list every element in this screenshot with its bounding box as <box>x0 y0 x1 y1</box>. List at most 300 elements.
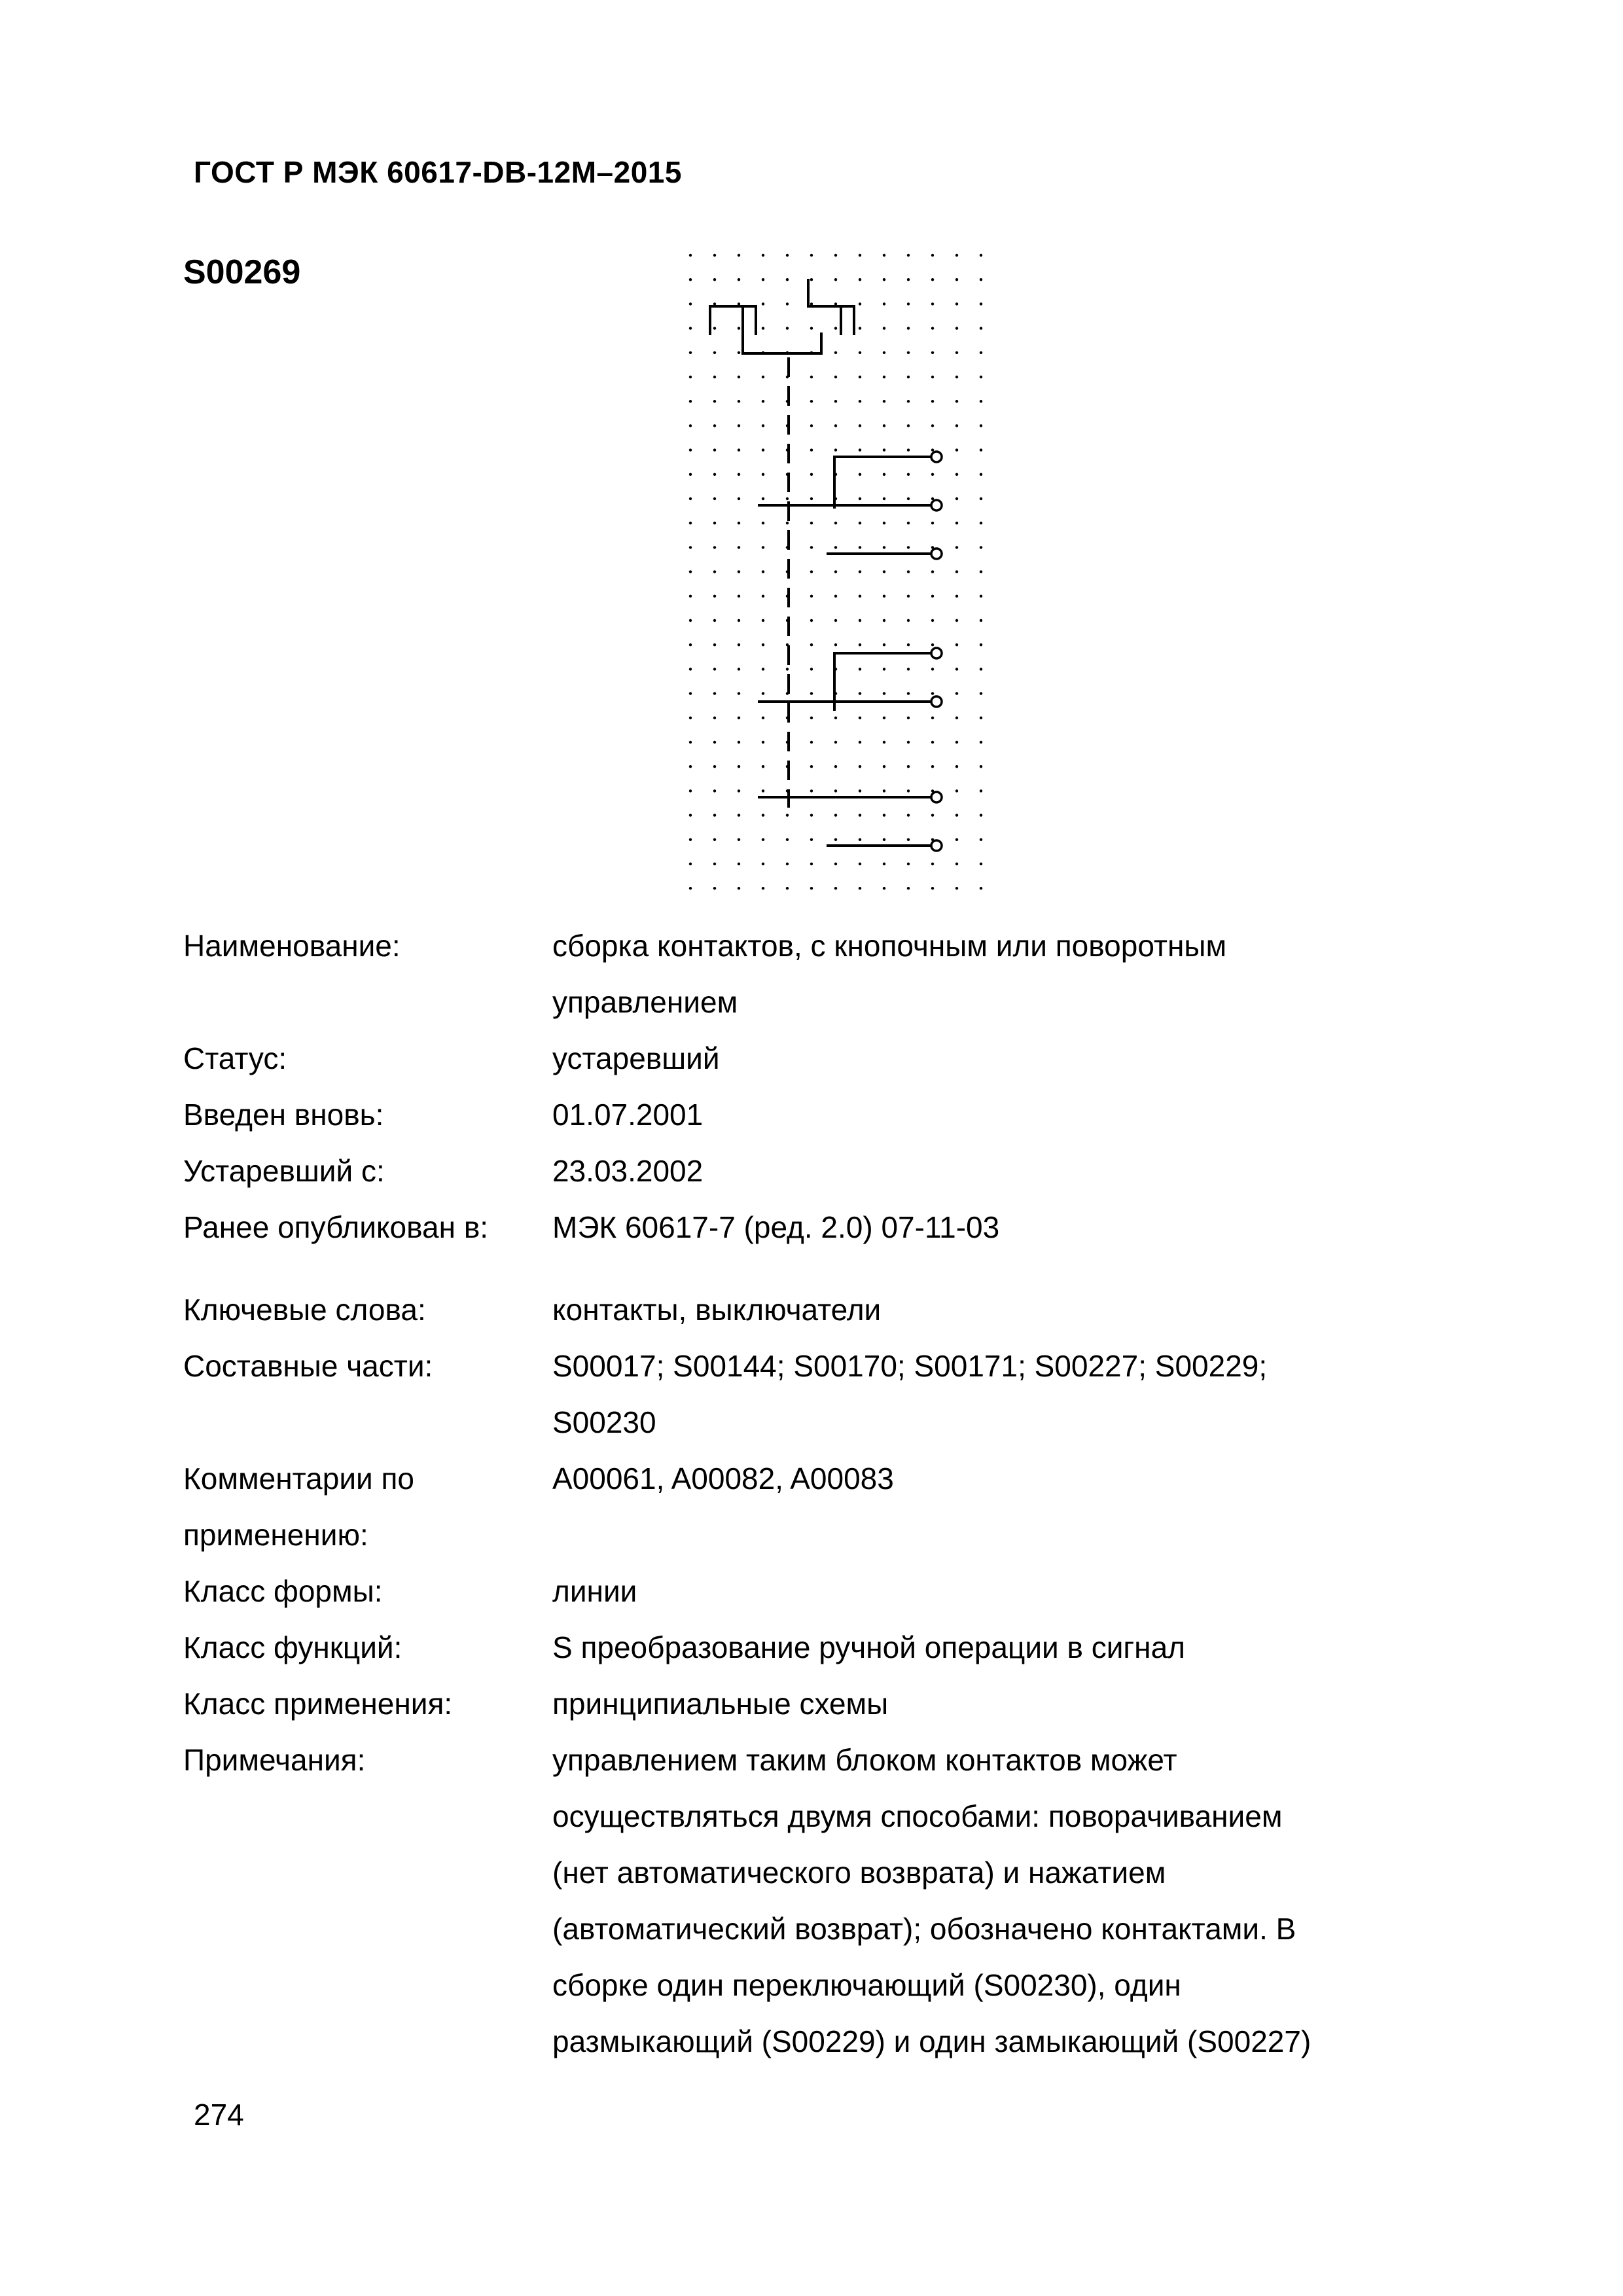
grid-dot <box>738 595 740 598</box>
grid-dot <box>955 789 958 792</box>
grid-dot <box>980 570 982 573</box>
property-value-line: линии <box>552 1574 637 1608</box>
grid-dot <box>810 424 813 427</box>
grid-dot <box>810 448 813 451</box>
grid-dot <box>907 302 910 305</box>
grid-dot <box>738 278 740 281</box>
grid-dot <box>907 668 910 670</box>
grid-dot <box>762 400 764 403</box>
grid-dot <box>786 254 789 257</box>
grid-dot <box>980 546 982 548</box>
property-value <box>552 1732 1459 2070</box>
grid-dot <box>859 765 861 768</box>
grid-dot <box>834 254 837 257</box>
grid-dot <box>883 278 885 281</box>
grid-dot <box>859 814 861 816</box>
property-row <box>183 1450 1459 1563</box>
grid-dot <box>689 473 692 476</box>
grid-dot <box>883 570 885 573</box>
grid-dot <box>907 424 910 427</box>
grid-dot <box>980 327 982 329</box>
grid-dot <box>689 424 692 427</box>
grid-dot <box>762 254 764 257</box>
grid-dot <box>883 838 885 841</box>
grid-dot <box>859 863 861 865</box>
grid-dot <box>883 692 885 694</box>
grid-dot <box>859 497 861 500</box>
property-label-line: Примечания: <box>183 1743 366 1777</box>
property-label <box>183 1143 552 1199</box>
grid-dot <box>834 838 837 841</box>
grid-dot <box>810 814 813 816</box>
property-row <box>183 1563 1459 1619</box>
grid-dot <box>713 351 716 354</box>
grid-dot <box>955 814 958 816</box>
grid-dot <box>980 473 982 476</box>
property-row <box>183 1143 1459 1199</box>
property-row <box>183 1086 1459 1143</box>
grid-dot <box>980 887 982 889</box>
grid-dot <box>859 546 861 548</box>
property-row <box>183 1676 1459 1732</box>
grid-dot <box>834 741 837 744</box>
grid-dot <box>980 376 982 378</box>
grid-dot <box>931 595 934 598</box>
grid-dot <box>738 765 740 768</box>
grid-dot <box>738 302 740 305</box>
property-label-line: Класс применения: <box>183 1687 453 1721</box>
grid-dot <box>689 619 692 622</box>
grid-dot <box>834 643 837 646</box>
grid-dot <box>713 278 716 281</box>
property-value-line: S преобразование ручной операции в сигнал <box>552 1630 1186 1664</box>
grid-dot <box>834 887 837 889</box>
property-label-line: Введен вновь: <box>183 1098 384 1132</box>
property-value-line: размыкающий (S00229) и один замыкающий (S00227) <box>552 2024 1311 2058</box>
symbol-id: S00269 <box>183 253 301 291</box>
grid-dot <box>980 302 982 305</box>
grid-dot <box>980 838 982 841</box>
grid-dot <box>689 497 692 500</box>
property-row <box>183 1199 1459 1255</box>
grid-dot <box>931 327 934 329</box>
grid-dot <box>883 668 885 670</box>
grid-dot <box>883 448 885 451</box>
grid-dot <box>738 643 740 646</box>
grid-dot <box>955 302 958 305</box>
grid-dot <box>738 570 740 573</box>
grid-dot <box>859 619 861 622</box>
grid-dot <box>762 424 764 427</box>
grid-dot <box>931 814 934 816</box>
grid-dot <box>980 741 982 744</box>
grid-dot <box>883 302 885 305</box>
grid-dot <box>713 595 716 598</box>
grid-dot <box>955 838 958 841</box>
property-value-line: сборке один переключающий (S00230), один <box>552 1968 1181 2002</box>
grid-dot <box>883 595 885 598</box>
property-value-line: управлением таким блоком контактов может <box>552 1743 1177 1777</box>
grid-dot <box>883 814 885 816</box>
grid-dot <box>980 765 982 768</box>
property-label-line: Устаревший с: <box>183 1154 385 1188</box>
grid-dot <box>713 570 716 573</box>
grid-dot <box>834 448 837 451</box>
grid-dot <box>907 400 910 403</box>
grid-dot <box>931 351 934 354</box>
property-value <box>552 918 1459 1030</box>
grid-dot <box>955 570 958 573</box>
grid-dot <box>834 278 837 281</box>
grid-dot <box>834 765 837 768</box>
grid-dot <box>762 522 764 524</box>
grid-dot <box>810 692 813 694</box>
grid-dot <box>883 327 885 329</box>
grid-dot <box>859 400 861 403</box>
property-label <box>183 1086 552 1143</box>
grid-dot <box>810 717 813 719</box>
grid-dot <box>810 668 813 670</box>
grid-dot <box>786 302 789 305</box>
property-value <box>552 1676 1459 1732</box>
property-value <box>552 1030 1459 1086</box>
grid-dot <box>907 717 910 719</box>
grid-dot <box>810 278 813 281</box>
property-value-line: контакты, выключатели <box>552 1293 882 1327</box>
grid-dot <box>689 570 692 573</box>
grid-dot <box>955 351 958 354</box>
property-label <box>183 1676 552 1732</box>
symbol-lines <box>710 280 931 846</box>
grid-dot <box>955 765 958 768</box>
property-value <box>552 1143 1459 1199</box>
grid-dot <box>738 838 740 841</box>
grid-dot <box>980 717 982 719</box>
grid-dot <box>738 619 740 622</box>
property-row <box>183 1732 1459 2070</box>
grid-dot <box>931 254 934 257</box>
grid-dot <box>834 570 837 573</box>
grid-dot <box>834 619 837 622</box>
grid-dot <box>810 838 813 841</box>
grid-dot <box>689 887 692 889</box>
grid-dot <box>713 619 716 622</box>
grid-dot <box>907 278 910 281</box>
grid-dot <box>738 789 740 792</box>
grid-dot <box>689 643 692 646</box>
property-row <box>183 1338 1459 1450</box>
grid-dot <box>689 863 692 865</box>
property-value-line: сборка контактов, с кнопочным или поворотным <box>552 929 1227 963</box>
property-value-line: (нет автоматического возврата) и нажатием <box>552 1856 1166 1890</box>
grid-dot <box>907 473 910 476</box>
grid-dot <box>980 351 982 354</box>
grid-dot <box>955 254 958 257</box>
property-value <box>552 1086 1459 1143</box>
grid-dot <box>786 838 789 841</box>
grid-dot <box>738 717 740 719</box>
grid-dot <box>883 376 885 378</box>
property-row <box>183 1282 1459 1338</box>
grid-dot <box>713 400 716 403</box>
grid-dot <box>713 789 716 792</box>
grid-dot <box>955 668 958 670</box>
grid-dot <box>713 448 716 451</box>
grid-dot <box>713 376 716 378</box>
property-value-line: A00061, A00082, A00083 <box>552 1462 894 1496</box>
grid-dot <box>907 546 910 548</box>
grid-dot <box>810 619 813 622</box>
grid-dot <box>689 376 692 378</box>
grid-dot <box>931 424 934 427</box>
grid-dot <box>859 570 861 573</box>
grid-dot <box>762 887 764 889</box>
grid-dot <box>810 327 813 329</box>
grid-dot <box>762 863 764 865</box>
grid-dot <box>786 814 789 816</box>
grid-dot <box>883 741 885 744</box>
grid-dot <box>713 692 716 694</box>
grid-dot <box>834 400 837 403</box>
property-label-line: Наименование: <box>183 929 401 963</box>
grid-dot <box>980 522 982 524</box>
grid-dot <box>786 863 789 865</box>
grid-dot <box>859 717 861 719</box>
grid-dot <box>980 619 982 622</box>
property-value-line: 23.03.2002 <box>552 1154 704 1188</box>
grid-dot <box>931 302 934 305</box>
grid-dot <box>955 424 958 427</box>
grid-dot <box>980 424 982 427</box>
property-row <box>183 1619 1459 1676</box>
grid-dot <box>883 765 885 768</box>
grid-dot <box>883 546 885 548</box>
grid-dot <box>834 376 837 378</box>
grid-dot <box>713 327 716 329</box>
grid-dot <box>810 765 813 768</box>
grid-dot <box>859 473 861 476</box>
grid-dot <box>907 570 910 573</box>
grid-dot <box>738 668 740 670</box>
grid-dot <box>980 789 982 792</box>
grid-dot <box>713 424 716 427</box>
grid-dot <box>689 254 692 257</box>
grid-dot <box>689 327 692 329</box>
grid-dot <box>907 887 910 889</box>
grid-dot <box>980 863 982 865</box>
grid-dot <box>738 448 740 451</box>
grid-dot <box>955 887 958 889</box>
grid-dot <box>713 863 716 865</box>
grid-dot <box>762 595 764 598</box>
grid-dot <box>689 448 692 451</box>
grid-dot <box>689 717 692 719</box>
grid-dot <box>834 863 837 865</box>
property-value-line: устаревший <box>552 1041 720 1075</box>
grid-dot <box>738 692 740 694</box>
grid-dot <box>786 887 789 889</box>
property-value-line: принципиальные схемы <box>552 1687 889 1721</box>
property-value-line: S00017; S00144; S00170; S00171; S00227; S00229; <box>552 1349 1268 1383</box>
grid-dot <box>931 522 934 524</box>
property-label-line: применению: <box>183 1518 368 1552</box>
grid-dot <box>738 351 740 354</box>
grid-dot <box>859 327 861 329</box>
grid-dot <box>955 448 958 451</box>
grid-dot <box>762 838 764 841</box>
grid-dot <box>689 789 692 792</box>
property-value <box>552 1563 1459 1619</box>
contact-assembly-symbol-icon <box>674 249 1001 910</box>
grid-dot <box>931 717 934 719</box>
grid-dot <box>955 619 958 622</box>
grid-dot <box>883 643 885 646</box>
grid-dot <box>859 278 861 281</box>
grid-dot <box>738 863 740 865</box>
property-label-line: Комментарии по <box>183 1462 414 1496</box>
grid-dot <box>883 619 885 622</box>
grid-dot <box>810 595 813 598</box>
grid-dot <box>859 448 861 451</box>
grid-dot <box>883 863 885 865</box>
grid-dot <box>980 814 982 816</box>
grid-dot <box>689 838 692 841</box>
grid-dot <box>810 473 813 476</box>
grid-dot <box>980 278 982 281</box>
grid-dot <box>931 765 934 768</box>
property-value-line: 01.07.2001 <box>552 1098 704 1132</box>
grid-dot <box>907 376 910 378</box>
grid-dot <box>859 424 861 427</box>
grid-dot <box>810 302 813 305</box>
property-label-line: Ключевые слова: <box>183 1293 426 1327</box>
grid-dot <box>955 643 958 646</box>
grid-dot <box>689 741 692 744</box>
grid-dot <box>762 789 764 792</box>
grid-dot <box>762 376 764 378</box>
grid-dot <box>689 546 692 548</box>
grid-dot <box>834 595 837 598</box>
grid-dot <box>907 863 910 865</box>
grid-dot <box>907 448 910 451</box>
grid-dot <box>907 619 910 622</box>
grid-dot <box>907 838 910 841</box>
symbol-properties <box>183 918 1459 2070</box>
grid-dot <box>859 668 861 670</box>
grid-dot <box>762 692 764 694</box>
grid-dot <box>955 692 958 694</box>
property-label <box>183 1450 552 1563</box>
property-label <box>183 1030 552 1086</box>
grid-dot <box>834 546 837 548</box>
grid-dot <box>713 522 716 524</box>
grid-dot <box>907 497 910 500</box>
grid-dot <box>738 254 740 257</box>
grid-dot <box>980 595 982 598</box>
property-label-line: Класс формы: <box>183 1574 383 1608</box>
grid-dot <box>762 765 764 768</box>
property-value <box>552 1619 1459 1676</box>
grid-dot <box>907 522 910 524</box>
grid-dot <box>810 400 813 403</box>
grid-dot <box>689 765 692 768</box>
grid-dot <box>738 887 740 889</box>
grid-dot <box>689 668 692 670</box>
grid-dot <box>810 643 813 646</box>
grid-dot <box>738 376 740 378</box>
grid-dot <box>689 400 692 403</box>
grid-dot <box>883 351 885 354</box>
grid-dot <box>883 887 885 889</box>
grid-dot <box>931 448 934 451</box>
grid-dot <box>859 254 861 257</box>
grid-dot <box>955 546 958 548</box>
grid-dot <box>931 668 934 670</box>
grid-dot <box>980 668 982 670</box>
grid-dot <box>786 327 789 329</box>
grid-dot <box>713 546 716 548</box>
grid-dot <box>762 570 764 573</box>
grid-dot <box>931 619 934 622</box>
property-label-line: Ранее опубликован в: <box>183 1210 489 1244</box>
grid-dot <box>931 643 934 646</box>
grid-dot <box>931 887 934 889</box>
grid-dot <box>955 595 958 598</box>
grid-dot <box>980 692 982 694</box>
property-label-line: Класс функций: <box>183 1630 402 1664</box>
grid-dot <box>713 814 716 816</box>
grid-dot <box>980 254 982 257</box>
grid-dot <box>955 717 958 719</box>
grid-dot <box>955 473 958 476</box>
grid-dot <box>931 570 934 573</box>
grid-dot <box>980 643 982 646</box>
grid-dot <box>883 789 885 792</box>
grid-dot <box>762 741 764 744</box>
grid-dot <box>810 254 813 257</box>
grid-dot <box>762 546 764 548</box>
grid-dot <box>689 522 692 524</box>
property-label <box>183 1732 552 2070</box>
grid-dot <box>980 497 982 500</box>
dot-grid <box>689 254 1001 890</box>
grid-dot <box>955 278 958 281</box>
grid-dot <box>834 351 837 354</box>
grid-dot <box>762 448 764 451</box>
grid-dot <box>859 595 861 598</box>
document-header: ГОСТ Р МЭК 60617-DB-12M–2015 <box>194 155 682 189</box>
grid-dot <box>762 668 764 670</box>
grid-dot <box>713 741 716 744</box>
grid-dot <box>859 838 861 841</box>
grid-dot <box>713 497 716 500</box>
grid-dot <box>907 741 910 744</box>
grid-dot <box>883 717 885 719</box>
grid-dot <box>689 595 692 598</box>
grid-dot <box>955 327 958 329</box>
grid-dot <box>883 497 885 500</box>
property-label-line: Составные части: <box>183 1349 433 1383</box>
grid-dot <box>883 522 885 524</box>
grid-dot <box>713 643 716 646</box>
grid-dot <box>931 473 934 476</box>
grid-dot <box>762 717 764 719</box>
property-value-line: осуществляться двумя способами: поворачиванием <box>552 1799 1283 1833</box>
grid-dot <box>713 668 716 670</box>
grid-dot <box>738 473 740 476</box>
property-label <box>183 1619 552 1676</box>
property-label <box>183 918 552 1030</box>
